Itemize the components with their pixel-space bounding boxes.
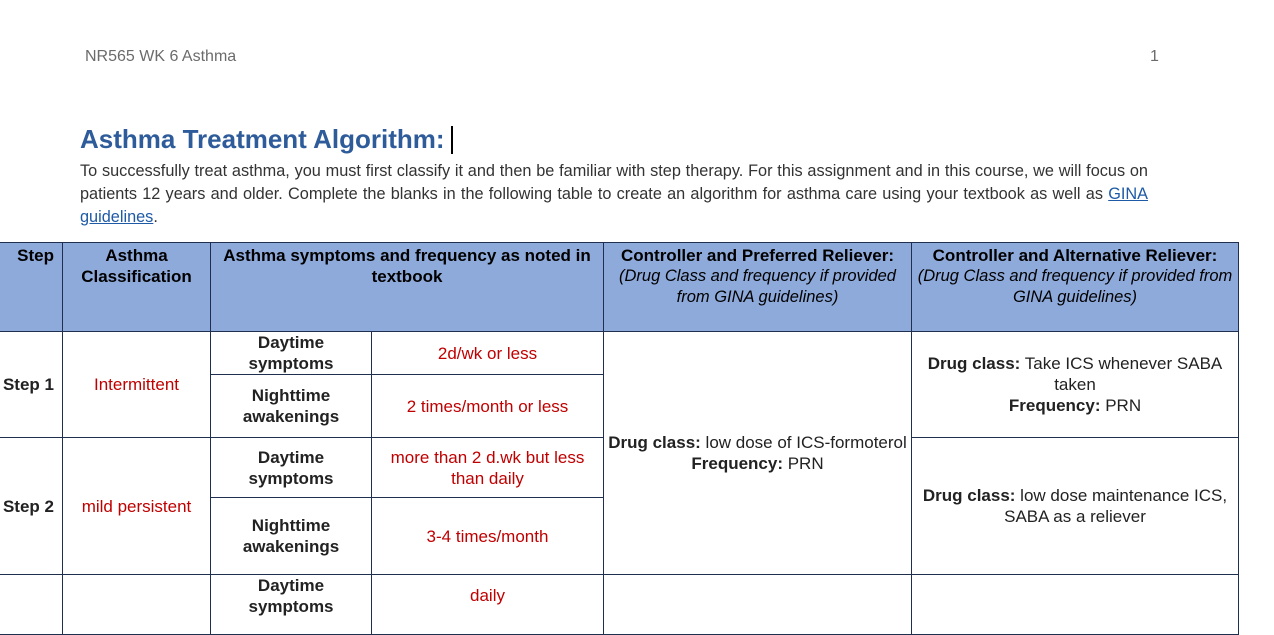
page-title bbox=[80, 124, 453, 155]
page-number: 1 bbox=[1150, 48, 1159, 65]
text-cursor bbox=[451, 126, 453, 154]
alt-drug-class-step-2 bbox=[916, 485, 1234, 527]
intro-text: To successfully treat asthma, you must first classify it and then be familiar with step therapy. For this assignment and in this course, we will focus on patients 12 years and older. Complete the blanks in the following table to create an algorithm for asthma care using your textbook as well as bbox=[80, 162, 1148, 203]
alt-frequency-step-1 bbox=[916, 395, 1234, 416]
running-header-title: NR565 WK 6 Asthma bbox=[85, 48, 237, 65]
alt-freq-value: PRN bbox=[1100, 396, 1142, 415]
preferred-reliever-cell[interactable] bbox=[604, 332, 912, 575]
header-classification: Asthma Classification bbox=[63, 243, 211, 332]
alternative-reliever-step-1[interactable] bbox=[912, 332, 1239, 438]
alt-drug-label: Drug class: bbox=[922, 486, 1016, 505]
nighttime-value-step-1[interactable]: 2 times/month or less bbox=[372, 375, 604, 438]
daytime-value-step-2[interactable]: more than 2 d.wk but less than daily bbox=[372, 438, 604, 498]
preferred-freq-value: PRN bbox=[783, 454, 824, 473]
header-preferred-title: Controller and Preferred Reliever: bbox=[620, 246, 895, 265]
preferred-drug-value: low dose of ICS-formoterol bbox=[700, 433, 907, 452]
alt-freq-label: Frequency: bbox=[1008, 396, 1101, 415]
nighttime-label: Nighttime awakenings bbox=[211, 375, 372, 438]
nighttime-label: Nighttime awakenings bbox=[211, 498, 372, 575]
alternative-reliever-step-2[interactable] bbox=[912, 438, 1239, 575]
daytime-label: Daytime symptoms bbox=[211, 575, 372, 635]
header-preferred bbox=[604, 243, 912, 332]
header-alternative-sub: (Drug Class and frequency if provided from GINA guidelines) bbox=[917, 267, 1233, 306]
intro-paragraph bbox=[80, 160, 1148, 229]
daytime-value-step-1[interactable]: 2d/wk or less bbox=[372, 332, 604, 375]
header-alternative-title: Controller and Alternative Reliever: bbox=[932, 246, 1218, 265]
preferred-freq-label: Frequency: bbox=[691, 454, 783, 473]
classification-intermittent[interactable]: Intermittent bbox=[63, 332, 211, 438]
gina-guidelines-link[interactable]: GINA guidelines bbox=[80, 185, 1148, 226]
header-symptoms: Asthma symptoms and frequency as noted in textbook bbox=[211, 243, 604, 332]
daytime-value-step-3[interactable]: daily bbox=[372, 575, 604, 635]
header-step: Step bbox=[0, 243, 63, 332]
daytime-label: Daytime symptoms bbox=[211, 438, 372, 498]
header-preferred-sub: (Drug Class and frequency if provided from GINA guidelines) bbox=[619, 267, 896, 306]
alt-drug-value: Take ICS whenever SABA taken bbox=[1020, 354, 1223, 394]
asthma-algorithm-table bbox=[0, 242, 1239, 635]
step-2-cell: Step 2 bbox=[0, 438, 63, 575]
alt-drug-class-step-1 bbox=[916, 353, 1234, 395]
preferred-drug-label: Drug class: bbox=[608, 433, 701, 452]
preferred-drug-class bbox=[608, 432, 907, 453]
step-1-cell: Step 1 bbox=[0, 332, 63, 438]
intro-end: . bbox=[153, 208, 158, 226]
alt-drug-value: low dose maintenance ICS, SABA as a reliever bbox=[1004, 486, 1228, 526]
header-alternative bbox=[912, 243, 1239, 332]
nighttime-value-step-2[interactable]: 3-4 times/month bbox=[372, 498, 604, 575]
alt-drug-label: Drug class: bbox=[927, 354, 1021, 373]
preferred-frequency bbox=[608, 453, 907, 474]
table-header-row bbox=[0, 243, 1239, 332]
title-text: Asthma Treatment Algorithm: bbox=[80, 124, 445, 154]
table-row bbox=[0, 332, 1239, 375]
classification-mild-persistent[interactable]: mild persistent bbox=[63, 438, 211, 575]
daytime-label: Daytime symptoms bbox=[211, 332, 372, 375]
